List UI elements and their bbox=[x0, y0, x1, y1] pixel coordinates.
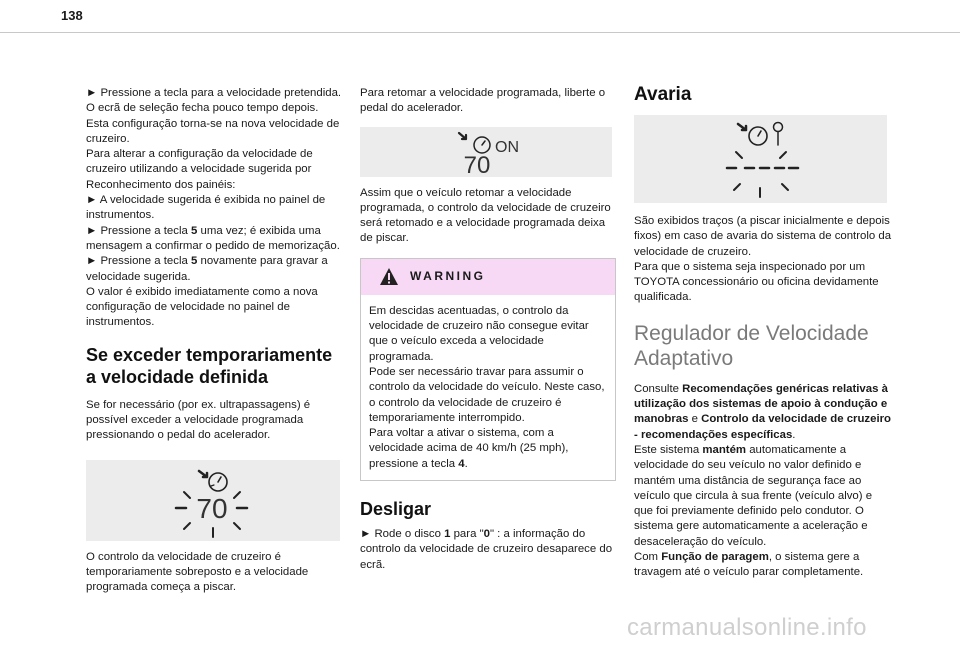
text: . bbox=[792, 428, 796, 441]
section-heading-fault: Avaria bbox=[634, 84, 692, 105]
emphasis: Função de paragem bbox=[661, 551, 769, 564]
text: , o sistema gere a travagem até o veículo parar completamente. bbox=[634, 551, 864, 579]
section-heading-off: Desligar bbox=[360, 499, 432, 520]
figure-speed-resume bbox=[360, 127, 612, 177]
paragraph: Se for necessário (por ex. ultrapassagens) é possível exceder a velocidade programada pressionando o pedal do acelerador. bbox=[86, 398, 311, 442]
text: novamente para gravar a velocidade sugerida. bbox=[86, 255, 328, 283]
warning-line bbox=[369, 426, 607, 472]
key-label: 5 bbox=[190, 255, 198, 268]
figure-speed-value: 70 bbox=[463, 151, 491, 177]
text: Com bbox=[634, 551, 662, 564]
text: automaticamente a velocidade do seu veículo no valor definido e mantém uma distância de segurança face ao veículo que circula à sua frente (veículo alvo) e que foi previamente definido pelo condutor. O sistema gere automaticamente a aceleração e desaceleração do veículo. bbox=[634, 443, 873, 548]
paragraph: O controlo da velocidade de cruzeiro é temporariamente sobreposto e a velocidade programada começa a piscar. bbox=[86, 550, 309, 594]
warning-triangle-icon bbox=[379, 267, 399, 286]
paragraph: Para retomar a velocidade programada, liberte o pedal do acelerador. bbox=[360, 87, 606, 115]
paragraph-line: Esta configuração torna-se na nova velocidade de cruzeiro. bbox=[86, 117, 340, 145]
section-heading-adaptive-cruise: Regulador de Velocidade Adaptativo bbox=[634, 321, 869, 370]
paragraph bbox=[634, 443, 892, 550]
warning-header bbox=[361, 259, 615, 295]
reference-link-text: Recomendações genéricas relativas à utilização dos sistemas de apoio à condução e manobras bbox=[634, 382, 888, 426]
column-3 bbox=[634, 84, 892, 581]
paragraph-line: ► Pressione a tecla para a velocidade pretendida. bbox=[86, 87, 342, 99]
column-2 bbox=[360, 86, 616, 573]
reference-link-text: Controlo da velocidade de cruzeiro - recomendações específicas bbox=[634, 413, 892, 441]
key-label: 4 bbox=[458, 457, 465, 470]
paragraph-line bbox=[86, 224, 344, 255]
warning-line: Em descidas acentuadas, o controlo da velocidade de cruzeiro não consegue evitar que o veículo exceda a velocidade programada. bbox=[369, 304, 589, 363]
text: e bbox=[688, 413, 702, 426]
text: ► Rode o disco bbox=[360, 528, 445, 541]
paragraph-line bbox=[86, 254, 344, 285]
warning-title: WARNING bbox=[410, 268, 486, 283]
warning-body bbox=[361, 295, 615, 480]
text: " : a informação do controlo da velocidade de cruzeiro desaparece do ecrã. bbox=[360, 528, 613, 571]
paragraph: Assim que o veículo retomar a velocidade programada, o controlo da velocidade de cruzeiro será retomado e a velocidade programada deixa de piscar. bbox=[360, 186, 611, 245]
page-number: 138 bbox=[61, 8, 83, 23]
paragraph bbox=[360, 527, 616, 573]
text: Este sistema bbox=[634, 443, 703, 456]
paragraph: São exibidos traços (a piscar inicialmente e depois fixos) em caso de avaria do sistema de controlo da velocidade de cruzeiro. bbox=[634, 215, 892, 258]
paragraph: Para que o sistema seja inspecionado por um TOYOTA concessionário ou oficina devidamente qualificada. bbox=[634, 260, 879, 304]
section-heading-exceed: Se exceder temporariamente a velocidade definida bbox=[86, 344, 333, 387]
key-label: 5 bbox=[190, 224, 198, 237]
figure-on-label: ON bbox=[495, 138, 519, 156]
column-1 bbox=[86, 86, 344, 596]
paragraph bbox=[634, 382, 892, 443]
text: Consulte bbox=[634, 382, 683, 395]
figure-speed-value: 70 bbox=[196, 492, 228, 524]
paragraph-line: Para alterar a configuração da velocidade de cruzeiro utilizando a velocidade sugerida por Reconhecimento dos painéis: bbox=[86, 148, 313, 191]
warning-line: Pode ser necessário travar para assumir o controlo da velocidade do veículo. Neste caso, o controlo da velocidade de cruzeiro é temporariamente interrompido. bbox=[369, 365, 605, 424]
figure-speed-exceed bbox=[86, 460, 340, 541]
text: Para voltar a ativar o sistema, com a velocidade acima de 40 km/h (25 mph), pressione a tecla bbox=[369, 427, 569, 470]
paragraph-line: O valor é exibido imediatamente como a nova configuração de velocidade no painel de instrumentos. bbox=[86, 285, 318, 329]
paragraph bbox=[634, 550, 892, 581]
text: uma vez; é exibida uma mensagem a confirmar o pedido de memorização. bbox=[86, 224, 340, 252]
dial-value: 0 bbox=[483, 528, 490, 541]
paragraph-line: O ecrã de seleção fecha pouco tempo depois. bbox=[86, 102, 319, 115]
text: ► Pressione a tecla bbox=[86, 224, 191, 237]
text: para " bbox=[450, 528, 484, 541]
watermark: carmanualsonline.info bbox=[627, 614, 867, 641]
text: ► Pressione a tecla bbox=[86, 255, 191, 268]
dial-position: 1 bbox=[444, 528, 451, 541]
header-divider bbox=[0, 32, 960, 33]
emphasis: mantém bbox=[702, 443, 747, 456]
figure-fault-display bbox=[634, 115, 887, 203]
text: . bbox=[464, 457, 468, 470]
paragraph-line: ► A velocidade sugerida é exibida no painel de instrumentos. bbox=[86, 194, 326, 222]
warning-box bbox=[360, 258, 616, 481]
